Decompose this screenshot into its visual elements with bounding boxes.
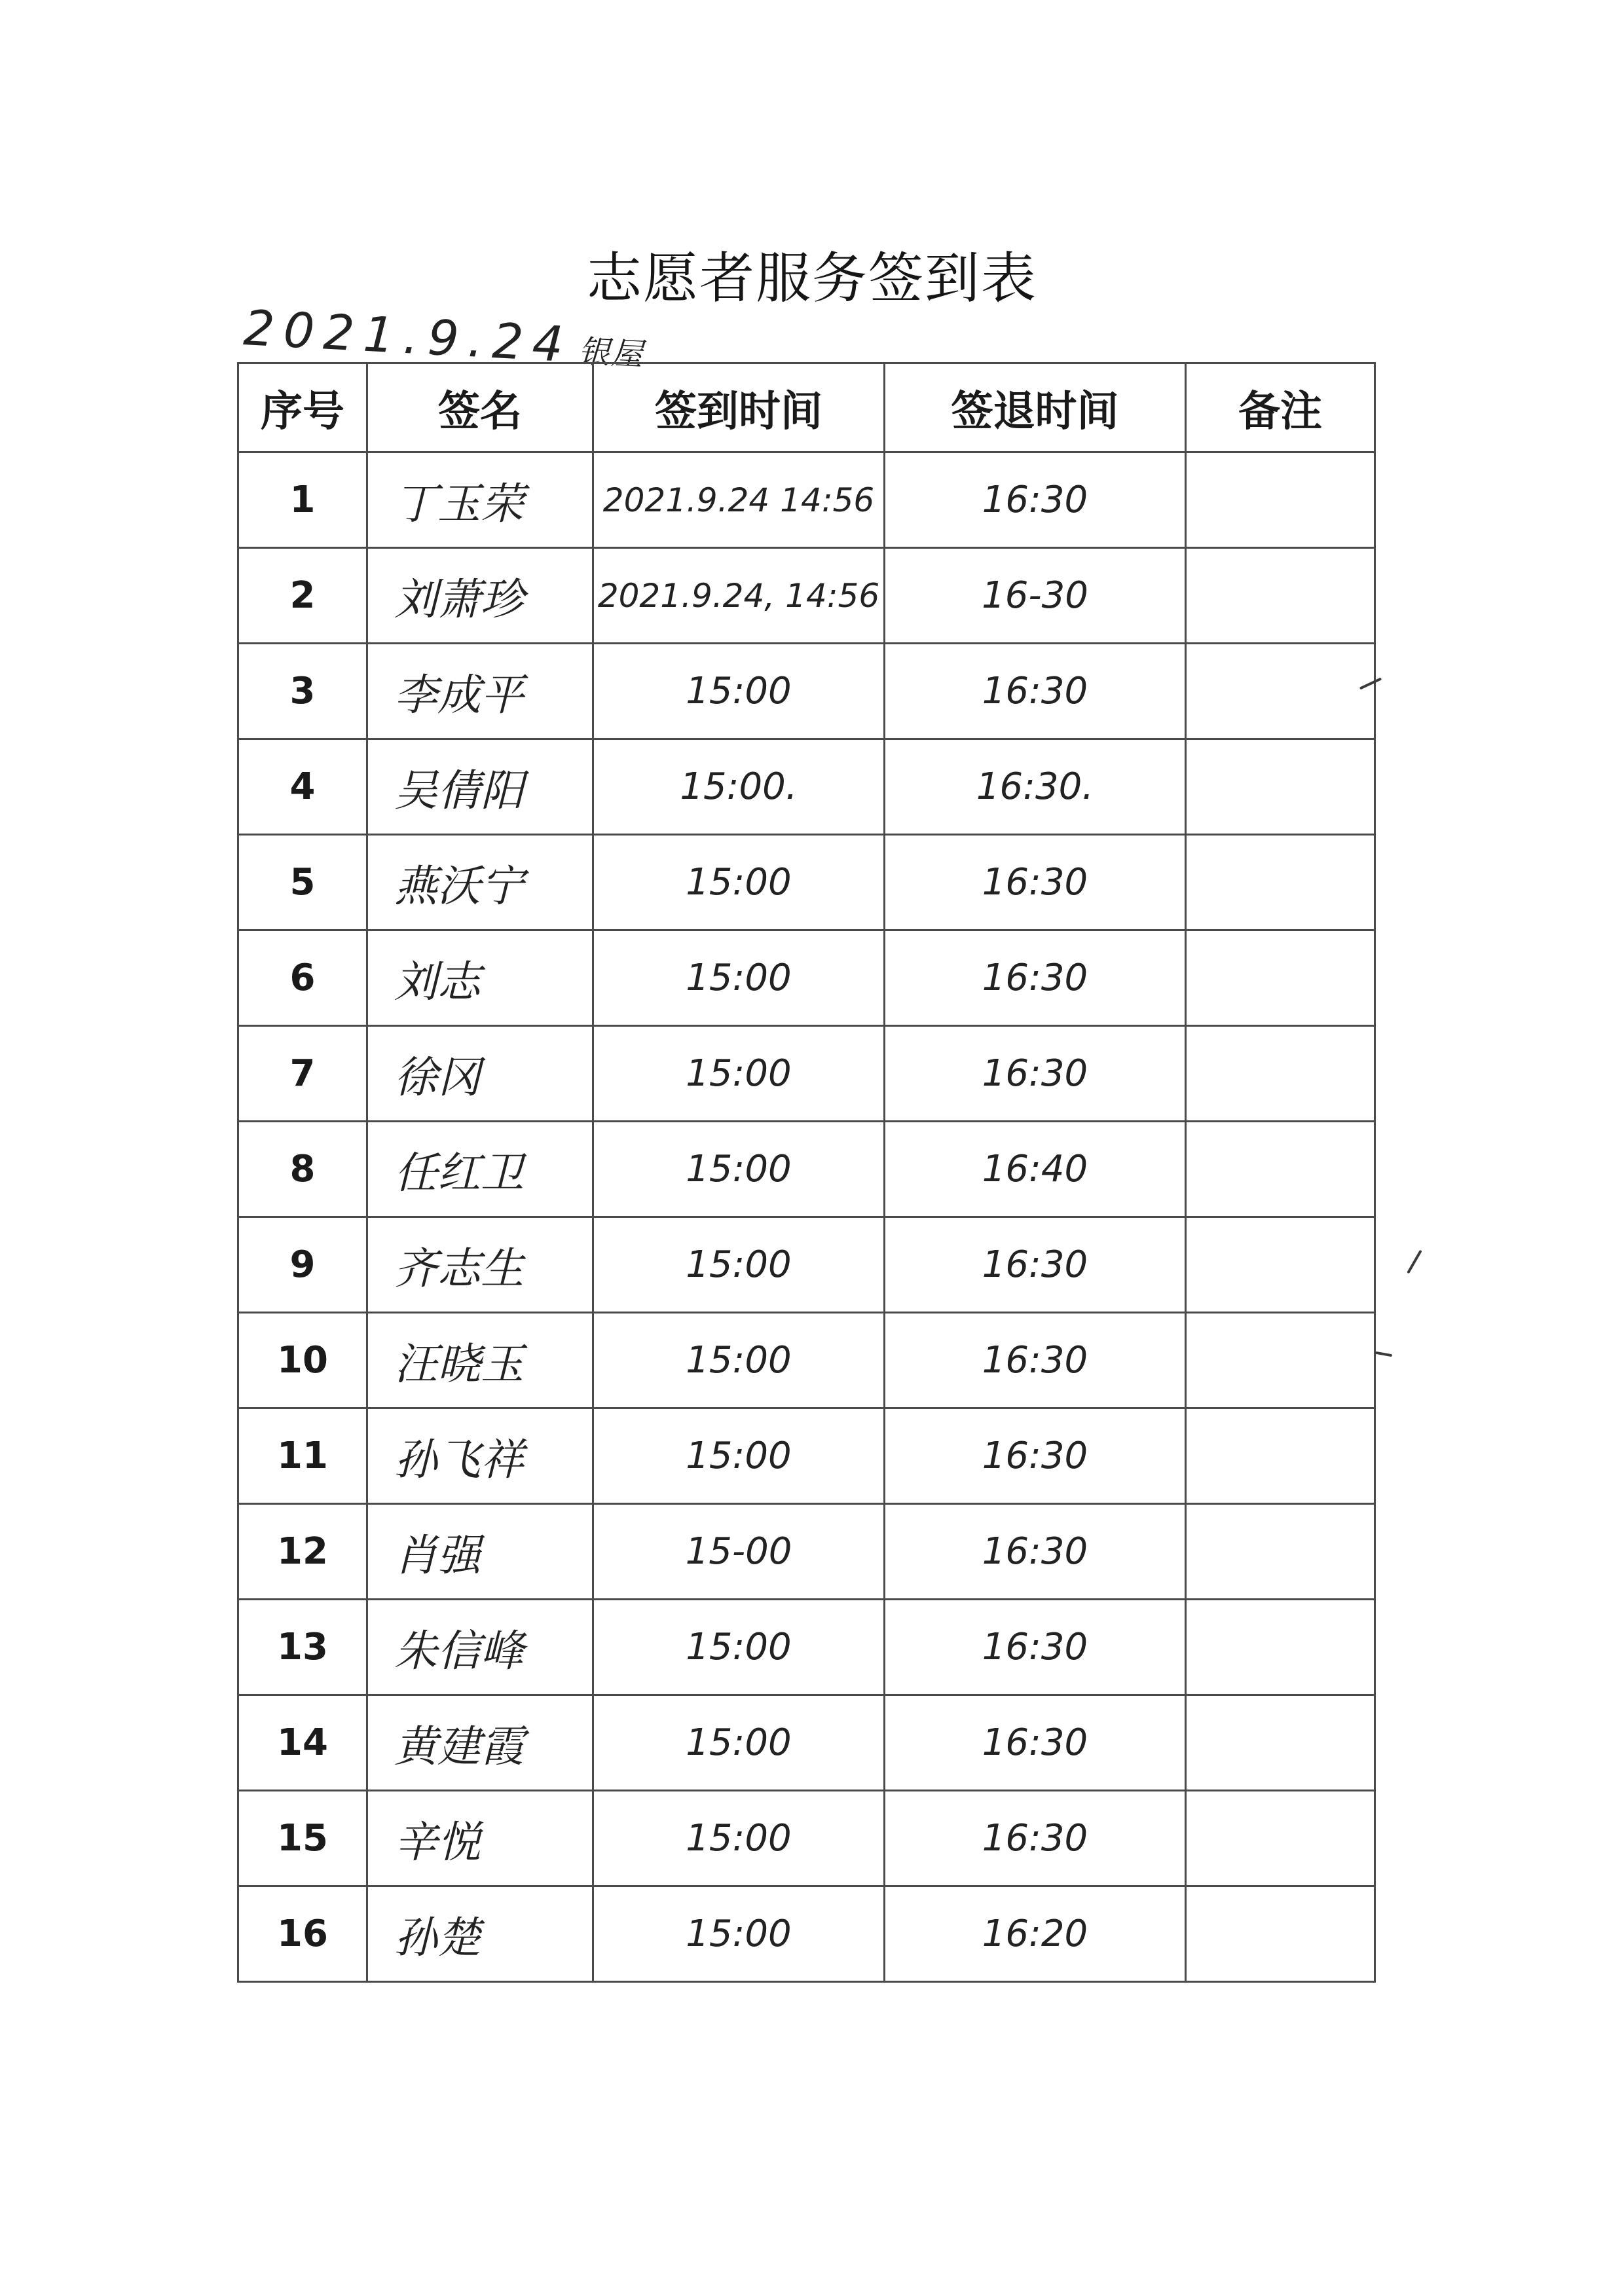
row-seq: 2 [238, 548, 367, 644]
row-signature: 李成平 [367, 644, 593, 739]
row-sign-in-time: 15:00 [593, 1600, 885, 1695]
row-remark [1186, 452, 1375, 548]
row-sign-out-time: 16:30 [885, 452, 1186, 548]
table-row [238, 1791, 1375, 1886]
row-remark [1186, 1504, 1375, 1600]
row-signature: 孙飞祥 [367, 1408, 593, 1504]
table-row [238, 1408, 1375, 1504]
row-seq: 13 [238, 1600, 367, 1695]
row-remark [1186, 1600, 1375, 1695]
row-signature: 燕沃宁 [367, 835, 593, 930]
column-header-signature: 签名 [367, 363, 593, 452]
row-sign-out-time: 16:30 [885, 644, 1186, 739]
row-remark [1186, 1122, 1375, 1217]
column-header-remark: 备注 [1186, 363, 1375, 452]
row-signature: 辛悦 [367, 1791, 593, 1886]
row-sign-out-time: 16:30 [885, 1600, 1186, 1695]
row-signature: 吴倩阳 [367, 739, 593, 835]
row-seq: 6 [238, 930, 367, 1026]
handwritten-date: 2021.9.24 [242, 300, 574, 374]
row-sign-in-time: 15:00 [593, 930, 885, 1026]
row-sign-in-time: 15:00 [593, 644, 885, 739]
table-row [238, 1217, 1375, 1313]
row-seq: 11 [238, 1408, 367, 1504]
row-signature: 孙楚 [367, 1886, 593, 1982]
handwritten-location: 银屋 [577, 333, 645, 374]
row-remark [1186, 930, 1375, 1026]
row-signature: 丁玉荣 [367, 452, 593, 548]
row-sign-in-time: 15:00 [593, 835, 885, 930]
row-remark [1186, 1791, 1375, 1886]
row-signature: 刘志 [367, 930, 593, 1026]
row-sign-in-time: 15:00 [593, 1408, 885, 1504]
margin-pen-mark [1407, 1250, 1422, 1274]
row-signature: 任红卫 [367, 1122, 593, 1217]
row-sign-in-time: 2021.9.24, 14:56 [593, 548, 885, 644]
table-row [238, 548, 1375, 644]
table-row [238, 1504, 1375, 1600]
row-signature: 徐冈 [367, 1026, 593, 1122]
row-seq: 9 [238, 1217, 367, 1313]
table-row [238, 835, 1375, 930]
page-title: 志愿者服务签到表 [586, 246, 1037, 310]
table-row [238, 739, 1375, 835]
row-sign-out-time: 16:30 [885, 1695, 1186, 1791]
row-seq: 1 [238, 452, 367, 548]
row-seq: 5 [238, 835, 367, 930]
row-signature: 齐志生 [367, 1217, 593, 1313]
table-row [238, 644, 1375, 739]
row-signature: 汪晓玉 [367, 1313, 593, 1408]
row-seq: 7 [238, 1026, 367, 1122]
row-sign-out-time: 16:30 [885, 1217, 1186, 1313]
row-sign-in-time: 15:00. [593, 739, 885, 835]
row-seq: 16 [238, 1886, 367, 1982]
row-sign-out-time: 16:30 [885, 930, 1186, 1026]
row-sign-in-time: 15:00 [593, 1217, 885, 1313]
table-row [238, 930, 1375, 1026]
table-row [238, 1695, 1375, 1791]
row-sign-out-time: 16:30 [885, 835, 1186, 930]
table-row [238, 1886, 1375, 1982]
table-row [238, 1600, 1375, 1695]
column-header-sign-out-time: 签退时间 [885, 363, 1186, 452]
row-remark [1186, 1408, 1375, 1504]
row-sign-out-time: 16:20 [885, 1886, 1186, 1982]
table-row [238, 1122, 1375, 1217]
row-sign-out-time: 16:30 [885, 1313, 1186, 1408]
row-remark [1186, 1217, 1375, 1313]
row-sign-out-time: 16:30 [885, 1791, 1186, 1886]
table-header-row [238, 363, 1375, 452]
row-seq: 3 [238, 644, 367, 739]
table-row [238, 1313, 1375, 1408]
row-sign-out-time: 16-30 [885, 548, 1186, 644]
row-sign-in-time: 15:00 [593, 1313, 885, 1408]
row-sign-in-time: 15:00 [593, 1791, 885, 1886]
row-sign-in-time: 15:00 [593, 1122, 885, 1217]
row-remark [1186, 644, 1375, 739]
row-seq: 4 [238, 739, 367, 835]
column-header-seq: 序号 [238, 363, 367, 452]
margin-pen-mark [1375, 1351, 1392, 1357]
column-header-sign-in-time: 签到时间 [593, 363, 885, 452]
row-sign-out-time: 16:30 [885, 1408, 1186, 1504]
row-seq: 12 [238, 1504, 367, 1600]
row-sign-in-time: 2021.9.24 14:56 [593, 452, 885, 548]
row-sign-in-time: 15:00 [593, 1026, 885, 1122]
row-sign-in-time: 15:00 [593, 1695, 885, 1791]
row-sign-in-time: 15:00 [593, 1886, 885, 1982]
row-remark [1186, 1026, 1375, 1122]
row-sign-out-time: 16:30 [885, 1026, 1186, 1122]
row-signature: 朱信峰 [367, 1600, 593, 1695]
row-sign-in-time: 15-00 [593, 1504, 885, 1600]
row-remark [1186, 835, 1375, 930]
row-seq: 14 [238, 1695, 367, 1791]
row-remark [1186, 1886, 1375, 1982]
row-sign-out-time: 16:40 [885, 1122, 1186, 1217]
row-sign-out-time: 16:30. [885, 739, 1186, 835]
row-seq: 15 [238, 1791, 367, 1886]
row-remark [1186, 548, 1375, 644]
row-remark [1186, 739, 1375, 835]
table-row [238, 1026, 1375, 1122]
row-signature: 黄建霞 [367, 1695, 593, 1791]
signin-table [237, 362, 1376, 1983]
row-seq: 10 [238, 1313, 367, 1408]
row-signature: 刘萧珍 [367, 548, 593, 644]
table-row [238, 452, 1375, 548]
row-seq: 8 [238, 1122, 367, 1217]
row-remark [1186, 1695, 1375, 1791]
row-signature: 肖强 [367, 1504, 593, 1600]
row-sign-out-time: 16:30 [885, 1504, 1186, 1600]
row-remark [1186, 1313, 1375, 1408]
